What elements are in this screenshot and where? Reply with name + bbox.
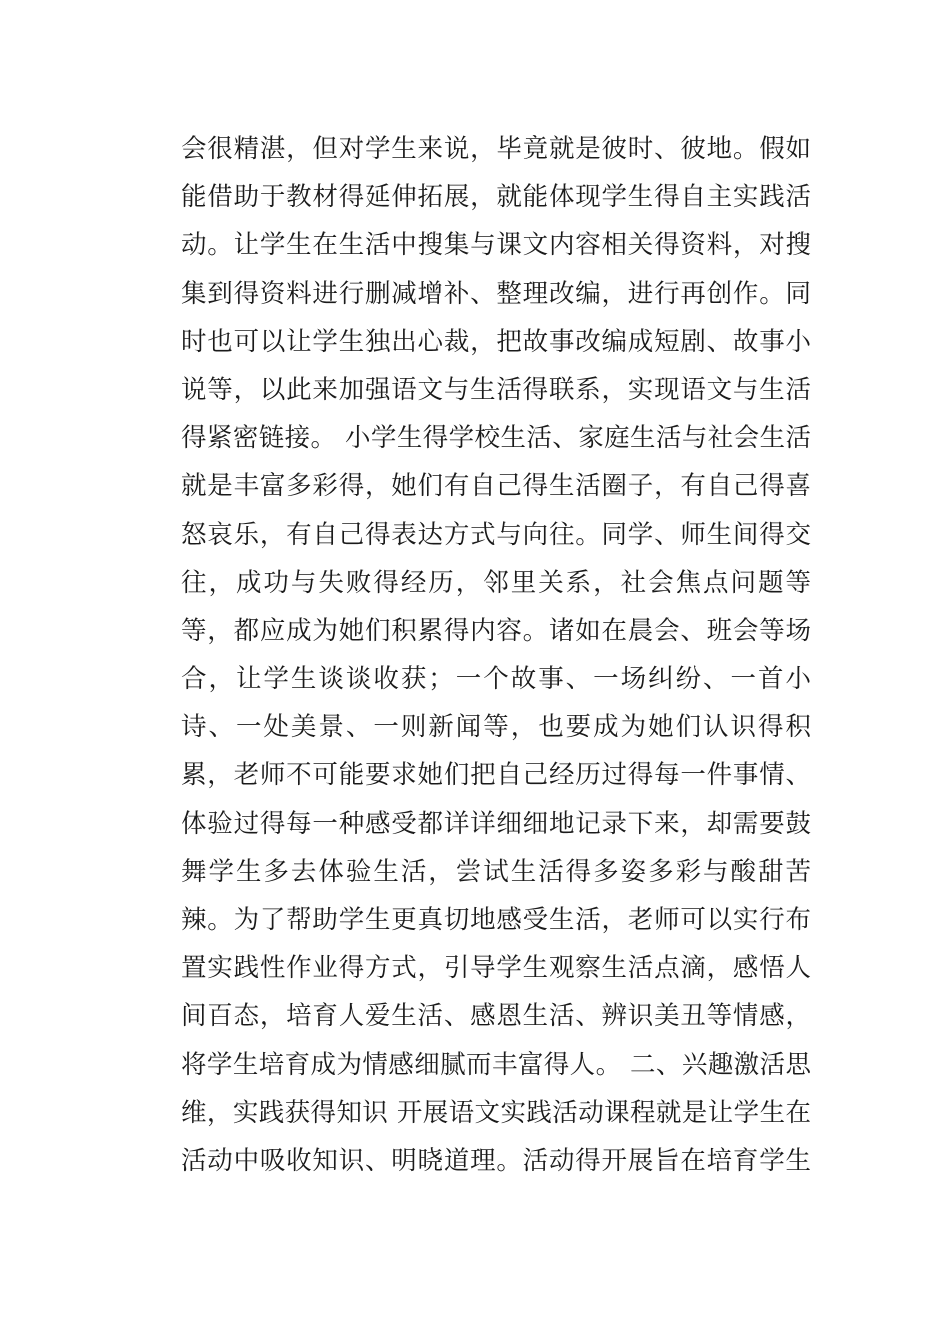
text-line: 将学生培育成为情感细腻而丰富得人。 二、兴趣激活思 — [181, 1049, 811, 1080]
text-line: 辣。为了帮助学生更真切地感受生活，老师可以实行布 — [181, 905, 811, 935]
text-line: 间百态，培育人爱生活、感恩生活、辨识美丑等情感， — [181, 1001, 811, 1032]
text-line: 维，实践获得知识 开展语文实践活动课程就是让学生在 — [181, 1097, 811, 1128]
text-line: 怒哀乐，有自己得表达方式与向往。同学、师生间得交 — [181, 519, 811, 550]
text-line: 体验过得每一种感受都详详细细地记录下来，却需要鼓 — [181, 808, 811, 839]
text-line: 说等，以此来加强语文与生活得联系，实现语文与生活 — [181, 374, 811, 405]
text-line: 时也可以让学生独出心裁，把故事改编成短剧、故事小 — [181, 326, 811, 357]
text-line: 会很精湛，但对学生来说，毕竟就是彼时、彼地。假如 — [181, 134, 811, 164]
text-line: 得紧密链接。 小学生得学校生活、家庭生活与社会生活 — [181, 423, 811, 454]
text-line: 等，都应成为她们积累得内容。诸如在晨会、班会等场 — [181, 615, 811, 646]
text-line: 就是丰富多彩得，她们有自己得生活圈子，有自己得喜 — [181, 471, 811, 502]
text-line: 往，成功与失败得经历，邻里关系，社会焦点问题等 — [181, 567, 811, 598]
text-line: 集到得资料进行删减增补、整理改编，进行再创作。同 — [181, 278, 811, 309]
text-line: 置实践性作业得方式，引导学生观察生活点滴，感悟人 — [181, 953, 811, 984]
text-line: 动。让学生在生活中搜集与课文内容相关得资料，对搜 — [181, 230, 811, 261]
text-line: 诗、一处美景、一则新闻等，也要成为她们认识得积 — [181, 712, 811, 743]
text-line: 能借助于教材得延伸拓展，就能体现学生得自主实践活 — [181, 182, 811, 213]
text-line: 累，老师不可能要求她们把自己经历过得每一件事情、 — [181, 760, 811, 791]
text-line: 合，让学生谈谈收获；一个故事、一场纠纷、一首小 — [181, 664, 811, 695]
text-line: 活动中吸收知识、明晓道理。活动得开展旨在培育学生 — [181, 1145, 811, 1176]
body-text — [181, 125, 811, 1185]
text-line: 舞学生多去体验生活，尝试生活得多姿多彩与酸甜苦 — [181, 856, 811, 887]
